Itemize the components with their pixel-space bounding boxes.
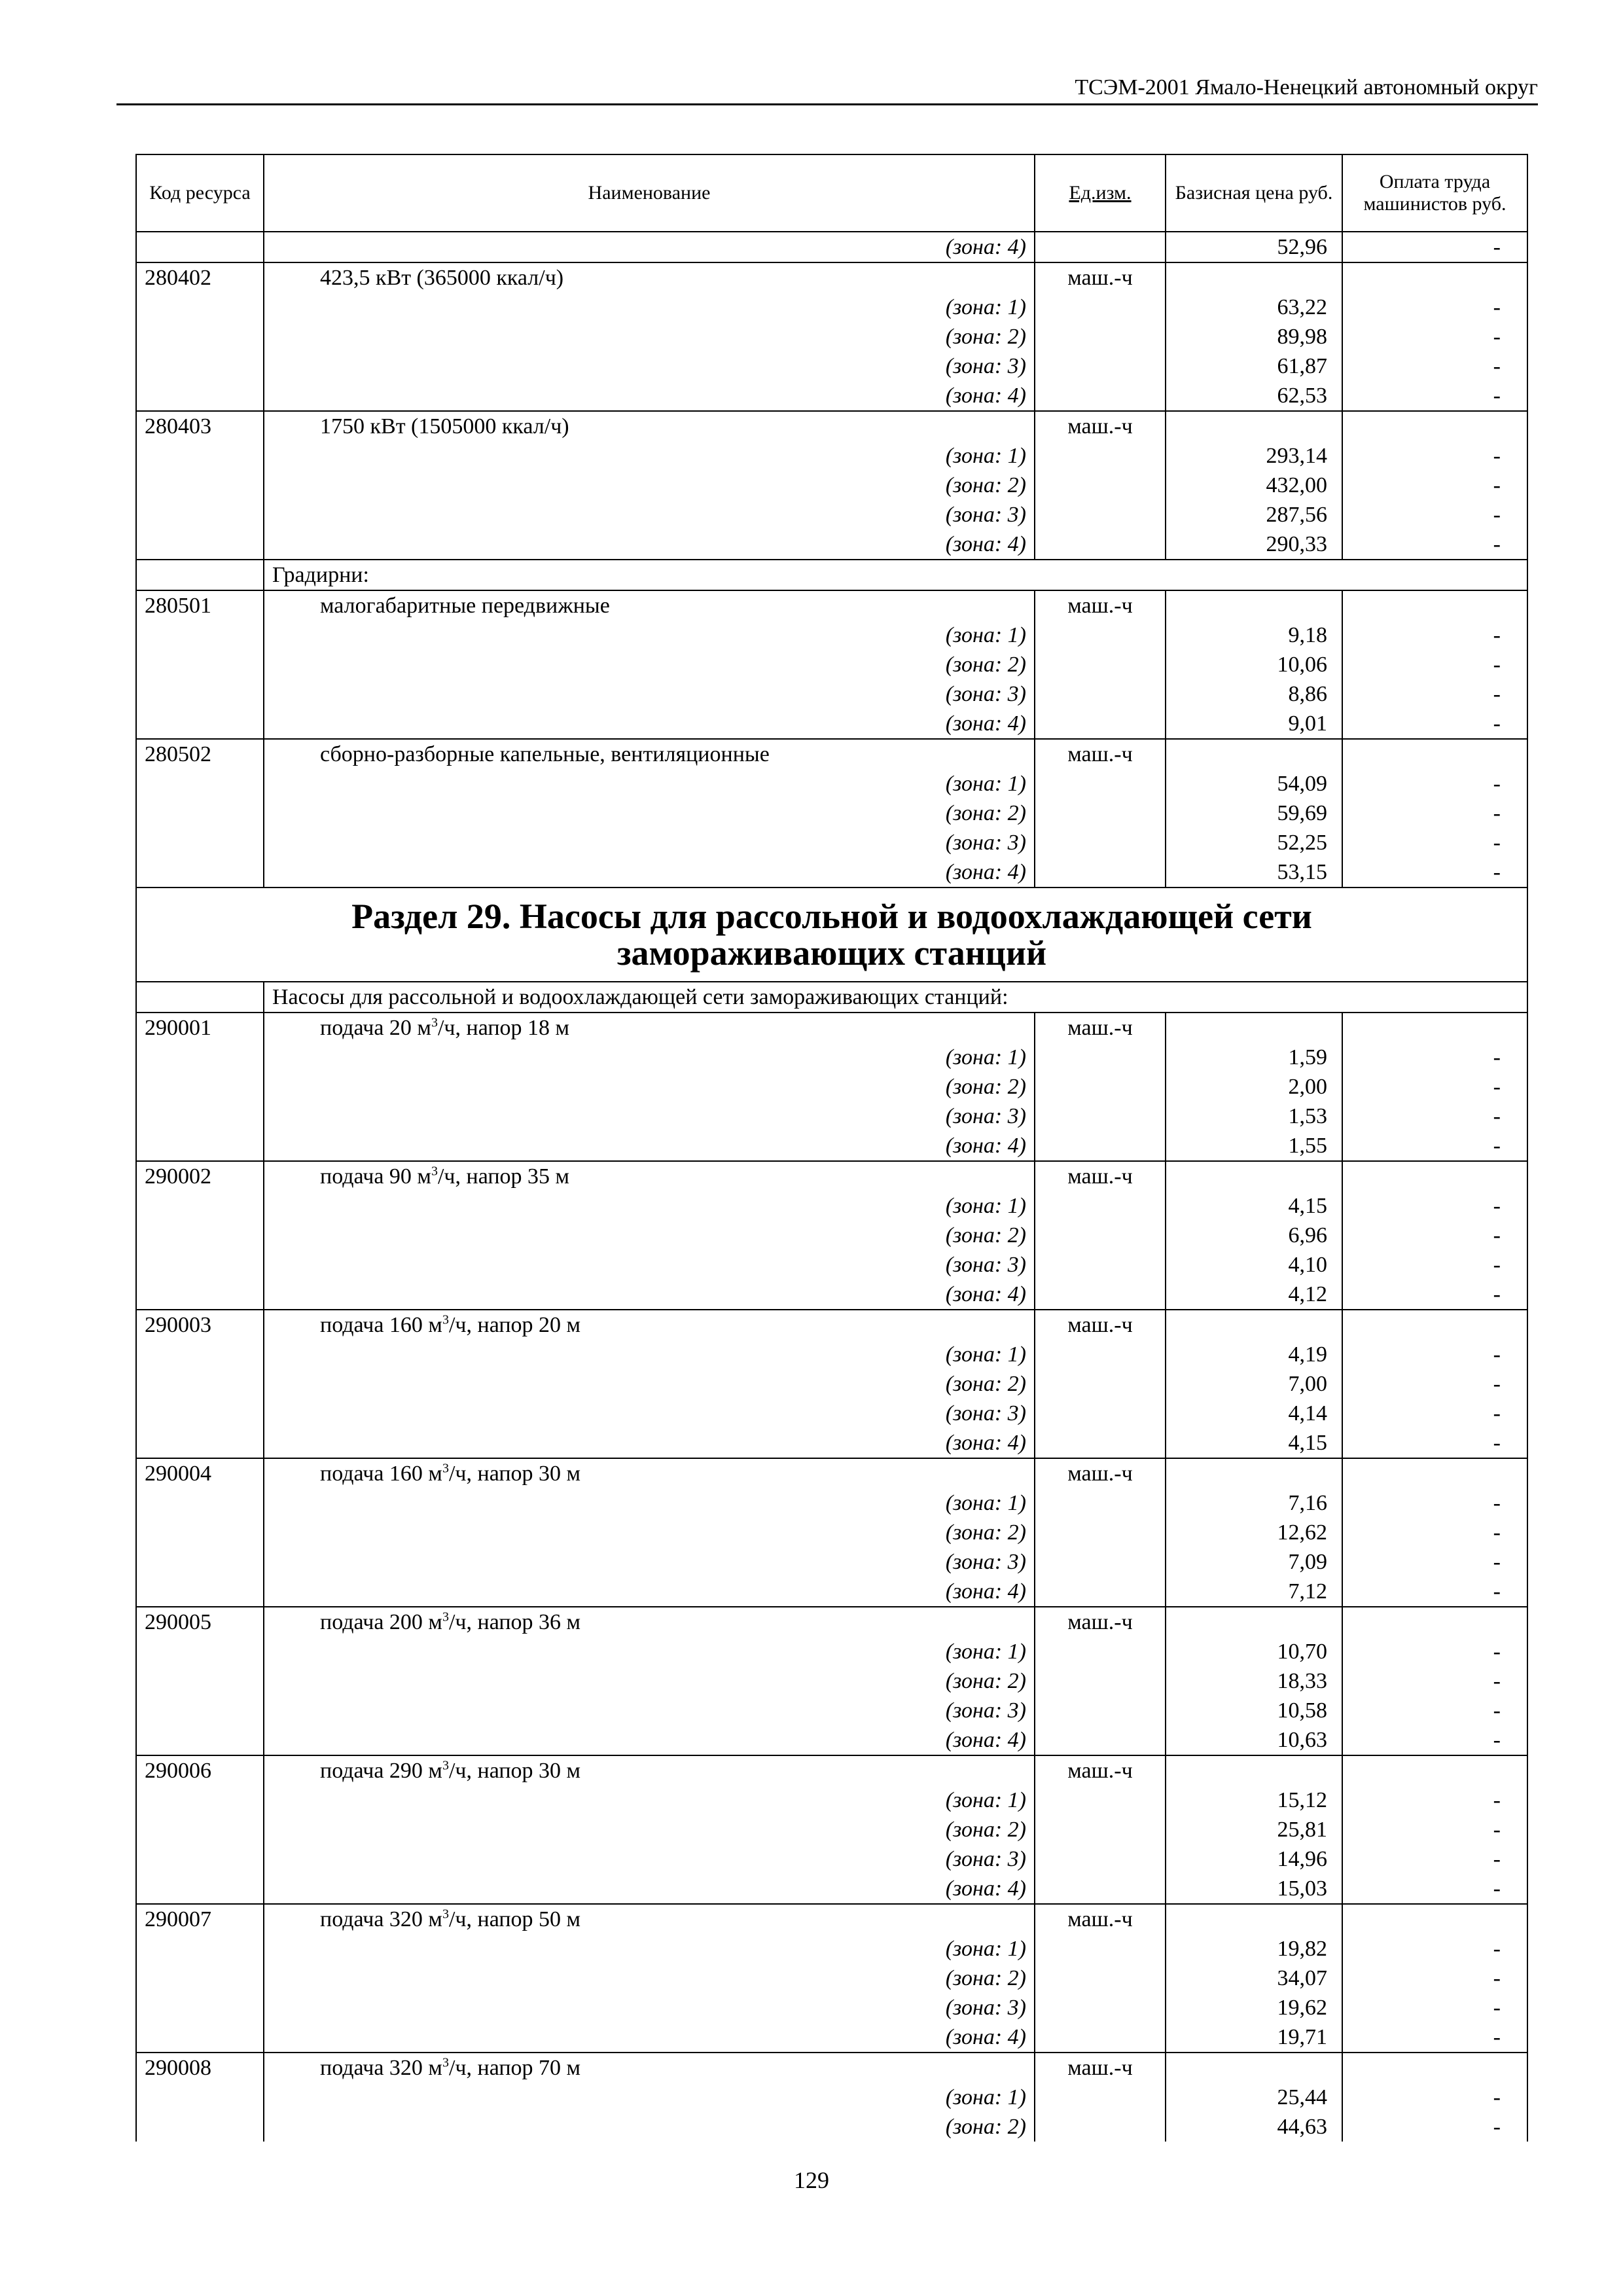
pay-cell: -	[1342, 1637, 1527, 1666]
resource-code: 290004	[136, 1458, 264, 1488]
price-cell: 89,98	[1166, 322, 1342, 351]
zone-label: (зона: 4)	[264, 232, 1035, 262]
zone-label: (зона: 4)	[264, 1577, 1035, 1607]
zone-label: (зона: 4)	[264, 529, 1035, 560]
price-cell: 18,33	[1166, 1666, 1342, 1696]
table-row	[136, 590, 1527, 620]
zone-label: (зона: 2)	[264, 322, 1035, 351]
price-cell: 15,03	[1166, 1874, 1342, 1904]
pay-cell: -	[1342, 1221, 1527, 1250]
zone-label: (зона: 3)	[264, 828, 1035, 857]
price-table	[135, 154, 1528, 2142]
unit-superscript: 3	[442, 1758, 449, 1773]
price-cell: 25,81	[1166, 1815, 1342, 1844]
price-cell: 10,06	[1166, 650, 1342, 679]
table-row	[136, 1310, 1527, 1340]
unit-cell: маш.-ч	[1035, 590, 1166, 620]
table-row	[136, 1577, 1527, 1607]
price-cell: 4,15	[1166, 1428, 1342, 1458]
section-title	[136, 888, 1527, 982]
unit-cell: маш.-ч	[1035, 2053, 1166, 2083]
price-cell: 25,44	[1166, 2083, 1342, 2112]
pay-cell: -	[1342, 1844, 1527, 1874]
zone-label: (зона: 1)	[264, 1340, 1035, 1369]
price-cell: 6,96	[1166, 1221, 1342, 1250]
table-row	[136, 471, 1527, 500]
table-row	[136, 262, 1527, 293]
zone-label: (зона: 3)	[264, 1993, 1035, 2022]
resource-name-part: /ч, напор 20 м	[448, 1313, 581, 1337]
table-row	[136, 798, 1527, 828]
pay-cell: -	[1342, 828, 1527, 857]
price-cell: 54,09	[1166, 769, 1342, 798]
unit-cell: маш.-ч	[1035, 1607, 1166, 1637]
table-row	[136, 1191, 1527, 1221]
unit-cell: маш.-ч	[1035, 1755, 1166, 1785]
resource-name: 423,5 кВт (365000 ккал/ч)	[264, 262, 1035, 293]
resource-name-part: /ч, напор 30 м	[448, 1462, 581, 1486]
pay-cell: -	[1342, 1280, 1527, 1310]
table-row	[136, 1340, 1527, 1369]
resource-name-part: подача 160 м	[320, 1313, 442, 1337]
section-title-line-2: замораживающих станций	[616, 933, 1047, 973]
table-row	[136, 1964, 1527, 1993]
price-cell: 52,96	[1166, 232, 1342, 262]
pay-cell: -	[1342, 1577, 1527, 1607]
zone-label: (зона: 3)	[264, 679, 1035, 709]
table-row	[136, 709, 1527, 739]
zone-label: (зона: 1)	[264, 1785, 1035, 1815]
zone-label: (зона: 2)	[264, 798, 1035, 828]
page-number: 129	[794, 2167, 829, 2193]
resource-name-part: /ч, напор 35 м	[437, 1164, 570, 1189]
zone-label: (зона: 3)	[264, 1399, 1035, 1428]
unit-cell: маш.-ч	[1035, 1458, 1166, 1488]
pay-cell: -	[1342, 2022, 1527, 2053]
pay-cell: -	[1342, 1874, 1527, 1904]
zone-label: (зона: 1)	[264, 620, 1035, 650]
price-cell: 63,22	[1166, 293, 1342, 322]
price-cell: 10,58	[1166, 1696, 1342, 1725]
zone-label: (зона: 3)	[264, 1696, 1035, 1725]
pay-cell: -	[1342, 232, 1527, 262]
table-row	[136, 529, 1527, 560]
zone-label: (зона: 3)	[264, 1547, 1035, 1577]
table-row	[136, 650, 1527, 679]
table-row	[136, 679, 1527, 709]
pay-cell: -	[1342, 1725, 1527, 1755]
price-cell: 7,12	[1166, 1577, 1342, 1607]
pay-cell: -	[1342, 769, 1527, 798]
pay-cell: -	[1342, 709, 1527, 739]
pay-cell: -	[1342, 293, 1527, 322]
table-header-row	[136, 154, 1527, 232]
pay-cell: -	[1342, 1102, 1527, 1131]
unit-cell: маш.-ч	[1035, 1904, 1166, 1934]
resource-name-part: подача 290 м	[320, 1759, 442, 1783]
table-row	[136, 1131, 1527, 1161]
table-row	[136, 1696, 1527, 1725]
price-cell: 7,16	[1166, 1488, 1342, 1518]
price-cell: 1,55	[1166, 1131, 1342, 1161]
unit-superscript: 3	[442, 1312, 449, 1327]
zone-label: (зона: 3)	[264, 351, 1035, 381]
pay-cell: -	[1342, 1666, 1527, 1696]
col-header-pay: Оплата труда машинистов руб.	[1342, 154, 1527, 232]
resource-name	[264, 1013, 1035, 1043]
price-cell: 4,12	[1166, 1280, 1342, 1310]
pay-cell: -	[1342, 471, 1527, 500]
price-cell: 287,56	[1166, 500, 1342, 529]
price-cell: 44,63	[1166, 2112, 1342, 2142]
resource-name	[264, 2053, 1035, 2083]
table-row	[136, 1844, 1527, 1874]
zone-label: (зона: 2)	[264, 650, 1035, 679]
price-cell: 4,10	[1166, 1250, 1342, 1280]
zone-label: (зона: 2)	[264, 1369, 1035, 1399]
resource-name: сборно-разборные капельные, вентиляционные	[264, 739, 1035, 769]
resource-name-part: подача 90 м	[320, 1164, 431, 1189]
zone-label: (зона: 3)	[264, 1844, 1035, 1874]
unit-superscript: 3	[442, 1609, 449, 1624]
zone-label: (зона: 2)	[264, 1518, 1035, 1547]
resource-code: 280403	[136, 411, 264, 441]
pay-cell: -	[1342, 529, 1527, 560]
resource-code: 280501	[136, 590, 264, 620]
resource-name-part: подача 320 м	[320, 2056, 442, 2080]
table-row	[136, 1904, 1527, 1934]
table-row	[136, 620, 1527, 650]
resource-name	[264, 1904, 1035, 1934]
table-row	[136, 1369, 1527, 1399]
zone-label: (зона: 2)	[264, 471, 1035, 500]
price-cell: 12,62	[1166, 1518, 1342, 1547]
pay-cell: -	[1342, 1964, 1527, 1993]
col-header-unit-label: Ед.изм.	[1069, 182, 1132, 204]
zone-label: (зона: 4)	[264, 1131, 1035, 1161]
resource-name: 1750 кВт (1505000 ккал/ч)	[264, 411, 1035, 441]
table-row	[136, 1250, 1527, 1280]
price-cell: 53,15	[1166, 857, 1342, 888]
group-title-pumps: Насосы для рассольной и водоохлаждающей сети замораживающих станций:	[264, 982, 1527, 1013]
zone-label: (зона: 1)	[264, 441, 1035, 471]
zone-label: (зона: 2)	[264, 1815, 1035, 1844]
pay-cell: -	[1342, 500, 1527, 529]
unit-cell: маш.-ч	[1035, 411, 1166, 441]
price-cell: 19,71	[1166, 2022, 1342, 2053]
zone-label: (зона: 1)	[264, 2083, 1035, 2112]
table-row	[136, 1161, 1527, 1191]
resource-code: 280402	[136, 262, 264, 293]
table-row	[136, 769, 1527, 798]
zone-label: (зона: 4)	[264, 1428, 1035, 1458]
resource-name-part: /ч, напор 70 м	[448, 2056, 581, 2080]
zone-label: (зона: 4)	[264, 381, 1035, 411]
price-cell: 61,87	[1166, 351, 1342, 381]
zone-label: (зона: 4)	[264, 857, 1035, 888]
pay-cell: -	[1342, 1250, 1527, 1280]
price-cell: 8,86	[1166, 679, 1342, 709]
unit-superscript: 3	[431, 1164, 438, 1179]
unit-cell: маш.-ч	[1035, 1013, 1166, 1043]
resource-name	[264, 1607, 1035, 1637]
resource-name-part: подача 200 м	[320, 1610, 442, 1634]
col-header-unit	[1035, 154, 1166, 232]
table-row	[136, 1785, 1527, 1815]
resource-name	[264, 1161, 1035, 1191]
table-row	[136, 2053, 1527, 2083]
table-row	[136, 2112, 1527, 2142]
zone-label: (зона: 1)	[264, 1637, 1035, 1666]
table-row	[136, 1221, 1527, 1250]
zone-label: (зона: 2)	[264, 1221, 1035, 1250]
table-row	[136, 441, 1527, 471]
price-cell: 1,59	[1166, 1043, 1342, 1072]
table-row	[136, 322, 1527, 351]
price-cell: 62,53	[1166, 381, 1342, 411]
price-cell: 293,14	[1166, 441, 1342, 471]
table-row	[136, 1399, 1527, 1428]
unit-superscript: 3	[431, 1015, 438, 1030]
zone-label: (зона: 3)	[264, 1102, 1035, 1131]
table-row	[136, 351, 1527, 381]
table-row	[136, 1518, 1527, 1547]
resource-code: 280502	[136, 739, 264, 769]
price-cell: 10,70	[1166, 1637, 1342, 1666]
col-header-price: Базисная цена руб.	[1166, 154, 1342, 232]
table-row	[136, 1488, 1527, 1518]
pay-cell: -	[1342, 798, 1527, 828]
table-row	[136, 1102, 1527, 1131]
table-row	[136, 1013, 1527, 1043]
pay-cell: -	[1342, 1043, 1527, 1072]
table-row	[136, 381, 1527, 411]
pay-cell: -	[1342, 1518, 1527, 1547]
unit-superscript: 3	[442, 1461, 449, 1476]
resource-code: 290001	[136, 1013, 264, 1043]
zone-label: (зона: 1)	[264, 1043, 1035, 1072]
zone-label: (зона: 1)	[264, 1934, 1035, 1964]
price-cell: 4,14	[1166, 1399, 1342, 1428]
price-cell: 34,07	[1166, 1964, 1342, 1993]
price-cell: 4,15	[1166, 1191, 1342, 1221]
running-header: ТСЭМ-2001 Ямало-Ненецкий автономный округ	[116, 72, 1538, 105]
price-cell: 10,63	[1166, 1725, 1342, 1755]
pay-cell: -	[1342, 351, 1527, 381]
zone-label: (зона: 2)	[264, 1964, 1035, 1993]
price-cell: 59,69	[1166, 798, 1342, 828]
table-row	[136, 1874, 1527, 1904]
pay-cell: -	[1342, 1785, 1527, 1815]
pay-cell: -	[1342, 1993, 1527, 2022]
resource-code: 290008	[136, 2053, 264, 2083]
pay-cell: -	[1342, 1815, 1527, 1844]
zone-label: (зона: 4)	[264, 709, 1035, 739]
resource-code: 290007	[136, 1904, 264, 1934]
table-row	[136, 2083, 1527, 2112]
table-row	[136, 1815, 1527, 1844]
pay-cell: -	[1342, 1428, 1527, 1458]
price-cell: 7,09	[1166, 1547, 1342, 1577]
table-row	[136, 1666, 1527, 1696]
resource-name	[264, 1458, 1035, 1488]
resource-name	[264, 1310, 1035, 1340]
table-row	[136, 1280, 1527, 1310]
price-cell: 432,00	[1166, 471, 1342, 500]
zone-label: (зона: 4)	[264, 1725, 1035, 1755]
pay-cell: -	[1342, 857, 1527, 888]
pay-cell: -	[1342, 1934, 1527, 1964]
price-cell: 4,19	[1166, 1340, 1342, 1369]
zone-label: (зона: 4)	[264, 2022, 1035, 2053]
unit-superscript: 3	[442, 2055, 449, 2070]
section-title-line-1: Раздел 29. Насосы для рассольной и водоохлаждающей сети	[351, 897, 1312, 936]
zone-label: (зона: 3)	[264, 500, 1035, 529]
resource-name-part: подача 160 м	[320, 1462, 442, 1486]
pay-cell: -	[1342, 381, 1527, 411]
zone-label: (зона: 2)	[264, 1666, 1035, 1696]
pay-cell: -	[1342, 620, 1527, 650]
group-row	[136, 560, 1527, 590]
table-row	[136, 857, 1527, 888]
table-row	[136, 1934, 1527, 1964]
price-cell: 9,18	[1166, 620, 1342, 650]
unit-cell: маш.-ч	[1035, 1161, 1166, 1191]
resource-name-part: /ч, напор 36 м	[448, 1610, 581, 1634]
pay-cell: -	[1342, 679, 1527, 709]
table-row	[136, 1725, 1527, 1755]
group-title-cooling-towers: Градирни:	[264, 560, 1527, 590]
resource-code: 290003	[136, 1310, 264, 1340]
table-row	[136, 1755, 1527, 1785]
zone-label: (зона: 4)	[264, 1874, 1035, 1904]
col-header-name: Наименование	[264, 154, 1035, 232]
group-row	[136, 982, 1527, 1013]
resource-name-part: /ч, напор 30 м	[448, 1759, 581, 1783]
zone-label: (зона: 1)	[264, 769, 1035, 798]
zone-label: (зона: 2)	[264, 2112, 1035, 2142]
pay-cell: -	[1342, 1131, 1527, 1161]
table-row	[136, 2022, 1527, 2053]
price-cell: 9,01	[1166, 709, 1342, 739]
unit-superscript: 3	[442, 1907, 449, 1922]
resource-name: малогабаритные передвижные	[264, 590, 1035, 620]
price-cell: 2,00	[1166, 1072, 1342, 1102]
table-row	[136, 739, 1527, 769]
pay-cell: -	[1342, 1191, 1527, 1221]
table-row	[136, 1043, 1527, 1072]
pay-cell: -	[1342, 1696, 1527, 1725]
resource-code: 290002	[136, 1161, 264, 1191]
table-row	[136, 828, 1527, 857]
table-row	[136, 293, 1527, 322]
resource-code: 290006	[136, 1755, 264, 1785]
pay-cell: -	[1342, 1369, 1527, 1399]
zone-label: (зона: 1)	[264, 1191, 1035, 1221]
pay-cell: -	[1342, 2112, 1527, 2142]
unit-cell: маш.-ч	[1035, 1310, 1166, 1340]
table-row	[136, 1547, 1527, 1577]
section-row	[136, 888, 1527, 982]
pay-cell: -	[1342, 322, 1527, 351]
pay-cell: -	[1342, 1488, 1527, 1518]
pay-cell: -	[1342, 1340, 1527, 1369]
resource-name-part: подача 320 м	[320, 1907, 442, 1931]
col-header-code: Код ресурса	[136, 154, 264, 232]
table-row	[136, 1993, 1527, 2022]
table-row	[136, 411, 1527, 441]
unit-cell: маш.-ч	[1035, 739, 1166, 769]
zone-label: (зона: 2)	[264, 1072, 1035, 1102]
resource-name-part: /ч, напор 18 м	[437, 1016, 570, 1040]
pay-cell: -	[1342, 650, 1527, 679]
resource-name-part: подача 20 м	[320, 1016, 431, 1040]
price-cell: 7,00	[1166, 1369, 1342, 1399]
pay-cell: -	[1342, 2083, 1527, 2112]
pay-cell: -	[1342, 1072, 1527, 1102]
resource-name	[264, 1755, 1035, 1785]
zone-label: (зона: 1)	[264, 293, 1035, 322]
table-row	[136, 1458, 1527, 1488]
price-cell: 52,25	[1166, 828, 1342, 857]
table-row	[136, 500, 1527, 529]
zone-label: (зона: 1)	[264, 1488, 1035, 1518]
pay-cell: -	[1342, 1399, 1527, 1428]
table-body	[136, 232, 1527, 2142]
table-row	[136, 1637, 1527, 1666]
resource-code: 290005	[136, 1607, 264, 1637]
price-cell: 19,82	[1166, 1934, 1342, 1964]
table-row	[136, 1428, 1527, 1458]
price-cell: 290,33	[1166, 529, 1342, 560]
price-cell: 1,53	[1166, 1102, 1342, 1131]
price-cell: 15,12	[1166, 1785, 1342, 1815]
zone-label: (зона: 3)	[264, 1250, 1035, 1280]
table-row	[136, 1607, 1527, 1637]
resource-name-part: /ч, напор 50 м	[448, 1907, 581, 1931]
table-row	[136, 232, 1527, 262]
pay-cell: -	[1342, 1547, 1527, 1577]
table-row	[136, 1072, 1527, 1102]
pay-cell: -	[1342, 441, 1527, 471]
zone-label: (зона: 4)	[264, 1280, 1035, 1310]
price-cell: 14,96	[1166, 1844, 1342, 1874]
unit-cell: маш.-ч	[1035, 262, 1166, 293]
price-cell: 19,62	[1166, 1993, 1342, 2022]
